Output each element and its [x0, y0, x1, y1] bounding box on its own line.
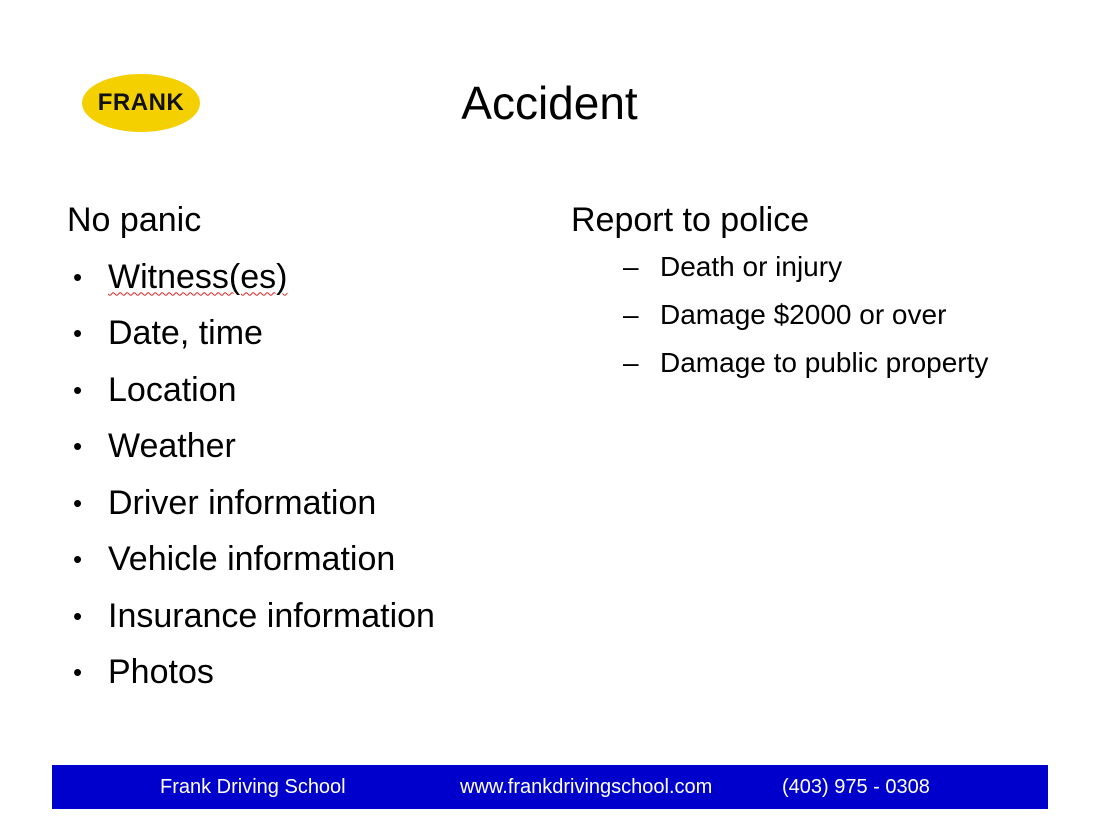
logo-text: FRANK [97, 89, 185, 116]
list-item: • Witness(es) [67, 255, 537, 299]
left-bullet-list [67, 255, 537, 695]
bullet-icon: • [73, 600, 83, 631]
list-item: • Date, time [67, 311, 537, 355]
footer-website: www.frankdrivingschool.com [460, 776, 713, 798]
bullet-icon: • [73, 374, 83, 405]
list-item: • Weather [67, 424, 537, 468]
footer-phone: (403) 975 - 0308 [782, 776, 930, 798]
bullet-icon: • [73, 487, 83, 518]
bullet-icon: • [73, 261, 83, 292]
bullet-icon: • [73, 657, 83, 687]
slide-title: Accident [461, 77, 638, 129]
right-heading: Report to police [571, 201, 810, 239]
bullet-icon: • [73, 431, 83, 461]
list-item: • Location [67, 368, 537, 412]
list-item: • Driver information [67, 481, 537, 525]
list-item: • Photos [67, 650, 537, 694]
bullet-icon: • [73, 544, 83, 574]
right-column [571, 198, 1041, 392]
dash-icon: – [623, 347, 639, 378]
right-sub-list [571, 248, 1041, 382]
list-item: • Vehicle information [67, 537, 537, 581]
left-column [67, 198, 537, 694]
list-item: – Damage $2000 or over [571, 296, 1041, 334]
dash-icon: – [623, 251, 639, 282]
footer-school-name: Frank Driving School [160, 776, 346, 798]
list-item: • Insurance information [67, 594, 537, 638]
left-heading: No panic [67, 201, 202, 239]
dash-icon: – [623, 299, 639, 330]
list-item: – Damage to public property [571, 344, 1041, 382]
bullet-icon: • [73, 318, 83, 348]
footer-bar [52, 765, 1048, 809]
list-item: – Death or injury [571, 248, 1041, 286]
